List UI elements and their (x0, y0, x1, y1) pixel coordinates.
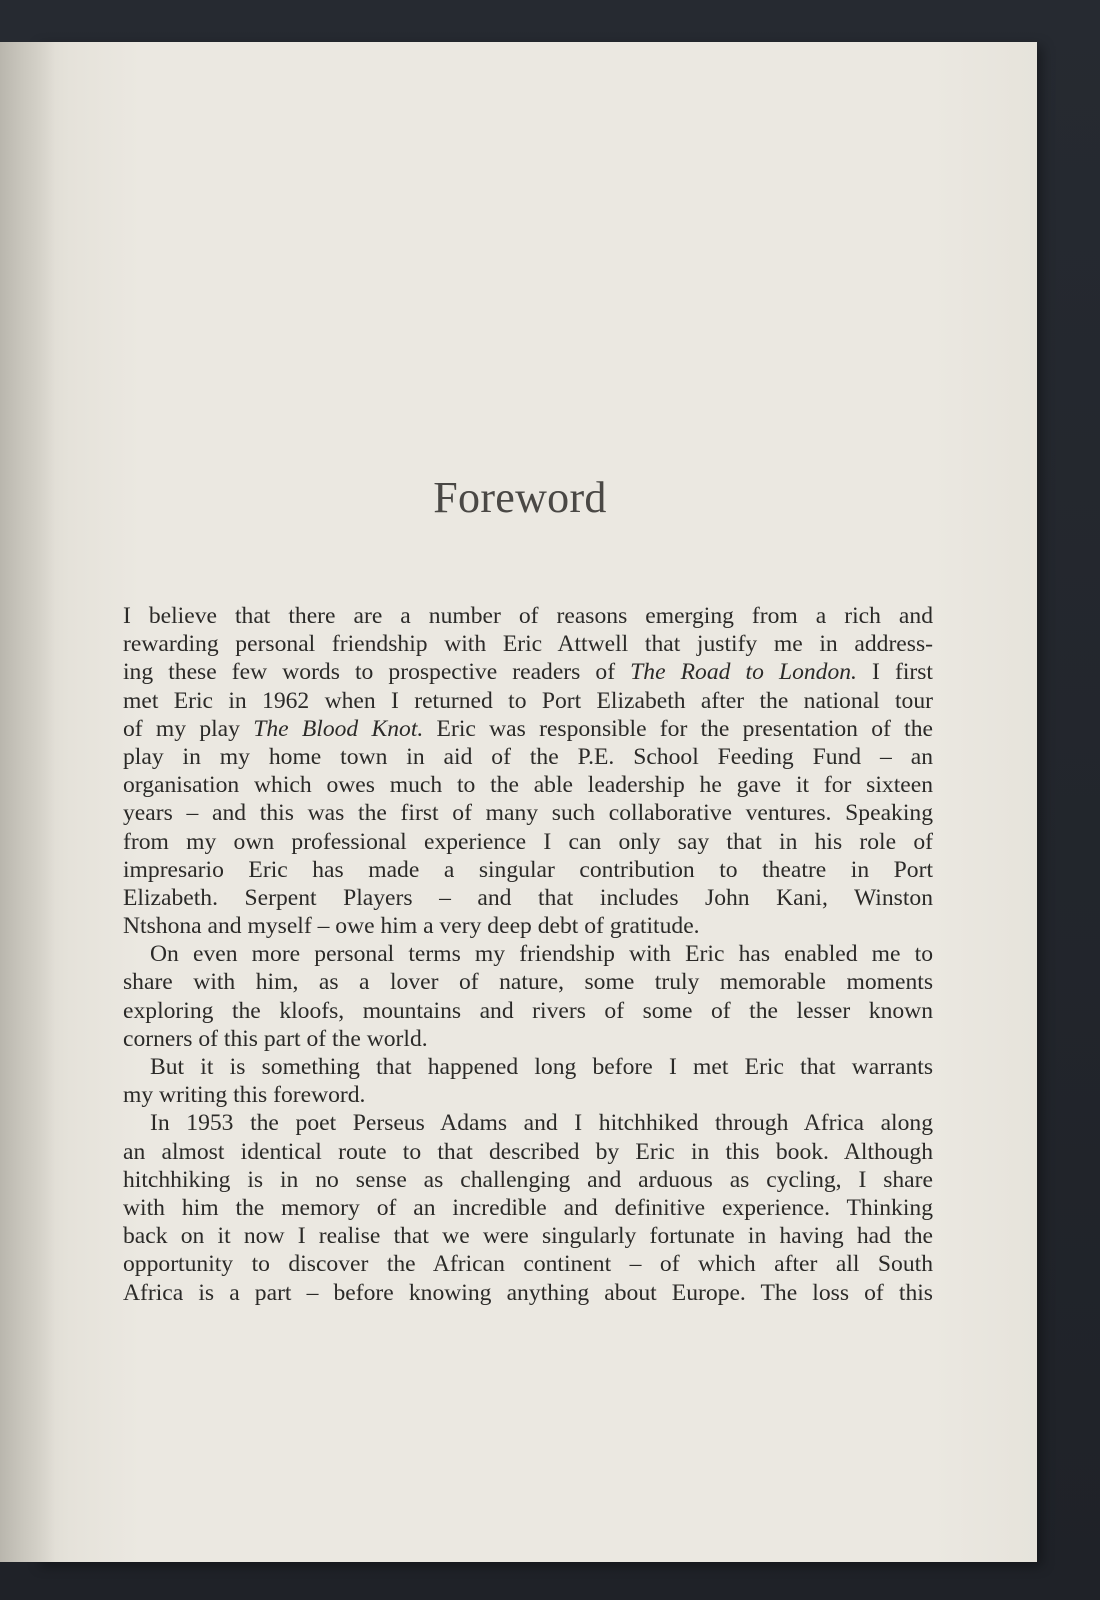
text-line (123, 1222, 933, 1250)
text-segment: In 1953 the poet Perseus Adams and I hitchhiked through Africa along (150, 1110, 933, 1137)
text-segment: with him the memory of an incredible and definitive experience. Thinking (123, 1194, 933, 1221)
text-segment: On even more personal terms my friendship with Eric has enabled me to (150, 941, 933, 968)
text-segment: Elizabeth. Serpent Players – and that includes John Kani, Winston (123, 884, 933, 911)
italic-title: The Road to London. (630, 659, 857, 686)
text-line (123, 1279, 933, 1307)
book-gutter (0, 42, 55, 1562)
book-page (0, 42, 1037, 1562)
text-line (123, 1025, 933, 1053)
text-segment: of my play (123, 715, 254, 742)
text-segment: back on it now I realise that we were singularly fortunate in having had the (123, 1223, 933, 1250)
text-segment: met Eric in 1962 when I returned to Port Elizabeth after the national tour (123, 687, 933, 714)
text-line (123, 715, 933, 743)
text-line (123, 1138, 933, 1166)
italic-title: The Blood Knot. (253, 715, 424, 742)
page-title: Foreword (433, 473, 607, 522)
text-line (123, 997, 933, 1025)
text-segment: opportunity to discover the African continent – of which after all South (123, 1251, 933, 1278)
text-line (123, 1081, 933, 1109)
text-segment: ing these few words to prospective readers of (123, 659, 631, 686)
text-segment: impresario Eric has made a singular contribution to theatre in Port (123, 856, 933, 883)
text-segment: Ntshona and myself – owe him a very deep debt of gratitude. (123, 913, 700, 940)
text-segment: I first (856, 659, 933, 686)
text-line (123, 771, 933, 799)
text-line (123, 630, 933, 658)
text-segment: an almost identical route to that described by Eric in this book. Although (123, 1138, 933, 1165)
text-segment: my writing this foreword. (123, 1082, 366, 1109)
text-line (123, 743, 933, 771)
text-segment: exploring the kloofs, mountains and rivers of some of the lesser known (123, 997, 933, 1024)
text-line (123, 1166, 933, 1194)
text-segment: organisation which owes much to the able leadership he gave it for sixteen (123, 772, 933, 799)
text-segment: I believe that there are a number of reasons emerging from a rich and (123, 603, 933, 629)
text-line (123, 687, 933, 715)
text-line (123, 1194, 933, 1222)
text-line (123, 602, 933, 630)
text-line (123, 1109, 933, 1137)
text-line (123, 1250, 933, 1278)
text-line (123, 658, 933, 686)
text-segment: from my own professional experience I can only say that in his role of (123, 828, 933, 855)
text-segment: share with him, as a lover of nature, some truly memorable moments (123, 969, 933, 996)
text-line (123, 828, 933, 856)
text-line (123, 799, 933, 827)
text-line (123, 856, 933, 884)
foreword-body (123, 602, 933, 1307)
text-line (123, 912, 933, 940)
text-segment: hitchhiking is in no sense as challenging and arduous as cycling, I share (123, 1166, 933, 1193)
text-segment: corners of this part of the world. (123, 1025, 428, 1052)
text-segment: play in my home town in aid of the P.E. School Feeding Fund – an (123, 743, 933, 770)
text-segment: Africa is a part – before knowing anything about Europe. The loss of this (123, 1279, 933, 1306)
text-segment: Eric was responsible for the presentation of the (423, 715, 933, 742)
text-segment: rewarding personal friendship with Eric Attwell that justify me in address- (123, 631, 933, 658)
text-line (123, 968, 933, 996)
text-segment: But it is something that happened long before I met Eric that warrants (150, 1054, 933, 1080)
text-segment: years – and this was the first of many such collaborative ventures. Speaking (123, 800, 933, 827)
text-line (123, 1053, 933, 1081)
text-line (123, 884, 933, 912)
text-line (123, 940, 933, 968)
